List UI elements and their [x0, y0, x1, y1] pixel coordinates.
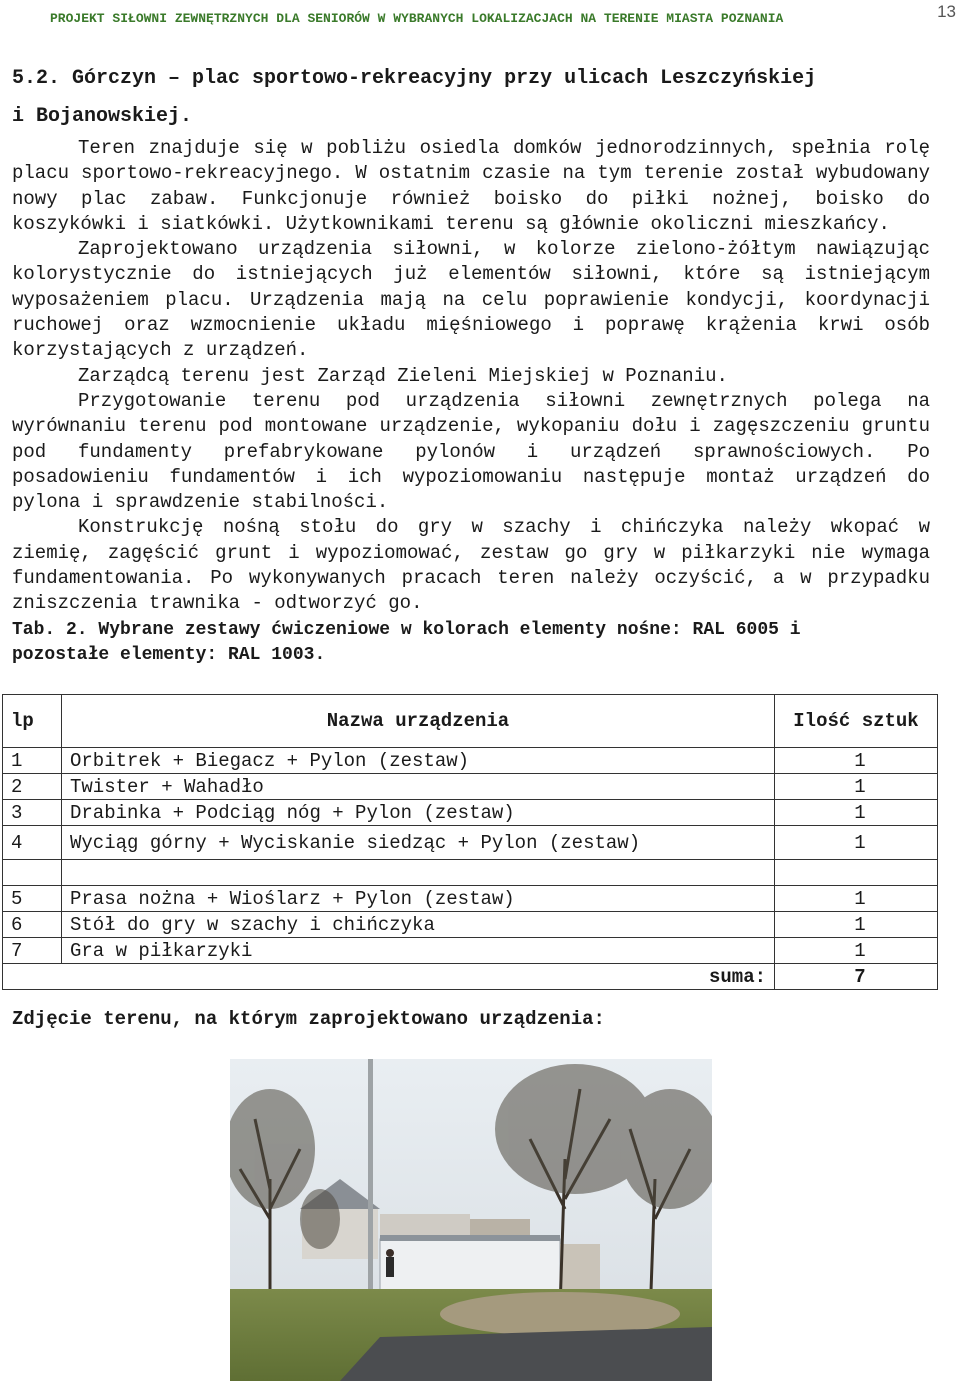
paragraph-1: Teren znajduje się w pobliżu osiedla domków jednorodzinnych, spełnia rolę placu sportowo-rekreacyjnego. W ostatnim czasie na tym terenie został wybudowany nowy plac zabaw. Funkcjonuje również boisko do piłki nożnej, boisko do koszykówki i siatkówki. Użytkownikami terenu są głównie okoliczni mieszkańcy. — [12, 137, 930, 235]
row-name: Prasa nożna + Wioślarz + Pylon (zestaw) — [62, 886, 775, 912]
spacer-cell — [62, 860, 775, 886]
header-qty: Ilość sztuk — [775, 695, 938, 748]
row-lp: 7 — [3, 938, 62, 964]
table-row — [3, 938, 938, 964]
row-name: Twister + Wahadło — [62, 774, 775, 800]
table-caption-line1: Tab. 2. Wybrane zestawy ćwiczeniowe w kolorach elementy nośne: RAL 6005 i — [12, 619, 801, 640]
page-number: 13 — [937, 2, 956, 21]
row-qty: 1 — [775, 800, 938, 826]
row-qty: 1 — [775, 912, 938, 938]
sum-label: suma: — [3, 964, 775, 990]
paragraph-4: Przygotowanie terenu pod urządzenia siłowni zewnętrznych polega na wyrównaniu terenu pod montowane urządzenie, wykopaniu dołu i zagęszczeniu gruntu pod fundamenty prefabrykowane pylonów i urządzeń sprawnościowych. Po posadowieniu fundamentów i ich wypoziomowaniu następuje montaż urządzeń do pylona i sprawdzenie stabilności. — [12, 389, 930, 514]
spacer-cell — [775, 860, 938, 886]
table-row — [3, 774, 938, 800]
section-title-line2: i Bojanowskiej. — [12, 105, 193, 128]
row-name: Wyciąg górny + Wyciskanie siedząc + Pylon (zestaw) — [62, 826, 775, 860]
section-title-line1: 5.2. Górczyn – plac sportowo-rekreacyjny przy ulicach Leszczyńskiej — [12, 67, 817, 90]
table-caption-line2: pozostałe elementy: RAL 1003. — [12, 644, 326, 665]
table-row — [3, 886, 938, 912]
row-name: Gra w piłkarzyki — [62, 938, 775, 964]
row-lp: 6 — [3, 912, 62, 938]
paragraph-3: Zarządcą terenu jest Zarząd Zieleni Miejskiej w Poznaniu. — [78, 364, 728, 387]
row-lp: 4 — [3, 826, 62, 860]
row-name: Orbitrek + Biegacz + Pylon (zestaw) — [62, 748, 775, 774]
photo-caption: Zdjęcie terenu, na którym zaprojektowano urządzenia: — [12, 1008, 605, 1030]
row-lp: 5 — [3, 886, 62, 912]
row-lp: 2 — [3, 774, 62, 800]
site-photo — [230, 1059, 712, 1381]
equipment-table — [2, 694, 938, 990]
sum-value: 7 — [775, 964, 938, 990]
table-row — [3, 826, 938, 860]
table-row — [3, 748, 938, 774]
table-sum-row — [3, 964, 938, 990]
paragraph-2: Zaprojektowano urządzenia siłowni, w kolorze zielono-żółtym nawiązując kolorystycznie do istniejących już elementów siłowni, które są istniejącym wyposażeniem placu. Urządzenia mają na celu poprawienie kondycji, koordynacji ruchowej oraz wzmocnienie układu mięśniowego i poprawę krążenia krwi osób korzystających z urządzeń. — [12, 238, 930, 362]
row-lp: 1 — [3, 748, 62, 774]
row-lp: 3 — [3, 800, 62, 826]
table-row — [3, 912, 938, 938]
header-name: Nazwa urządzenia — [62, 695, 775, 748]
document-body — [12, 60, 930, 667]
row-name: Drabinka + Podciąg nóg + Pylon (zestaw) — [62, 800, 775, 826]
row-qty: 1 — [775, 826, 938, 860]
table-spacer-row — [3, 860, 938, 886]
row-qty: 1 — [775, 748, 938, 774]
paragraph-5: Konstrukcję nośną stołu do gry w szachy i chińczyka należy wkopać w ziemię, zagęścić grunt i wypoziomować, zestaw go gry w piłkarzyki nie wymaga fundamentowania. Po wykonywanych pracach teren należy oczyścić, a w przypadku zniszczenia trawnika - odtworzyć go. — [12, 516, 930, 615]
row-qty: 1 — [775, 886, 938, 912]
row-qty: 1 — [775, 938, 938, 964]
spacer-cell — [3, 860, 62, 886]
row-name: Stół do gry w szachy i chińczyka — [62, 912, 775, 938]
row-qty: 1 — [775, 774, 938, 800]
document-header: PROJEKT SIŁOWNI ZEWNĘTRZNYCH DLA SENIORÓW W WYBRANYCH LOKALIZACJACH NA TERENIE MIASTA POZNANIA — [50, 11, 784, 26]
header-lp: lp — [3, 695, 62, 748]
table-header-row — [3, 695, 938, 748]
table-row — [3, 800, 938, 826]
